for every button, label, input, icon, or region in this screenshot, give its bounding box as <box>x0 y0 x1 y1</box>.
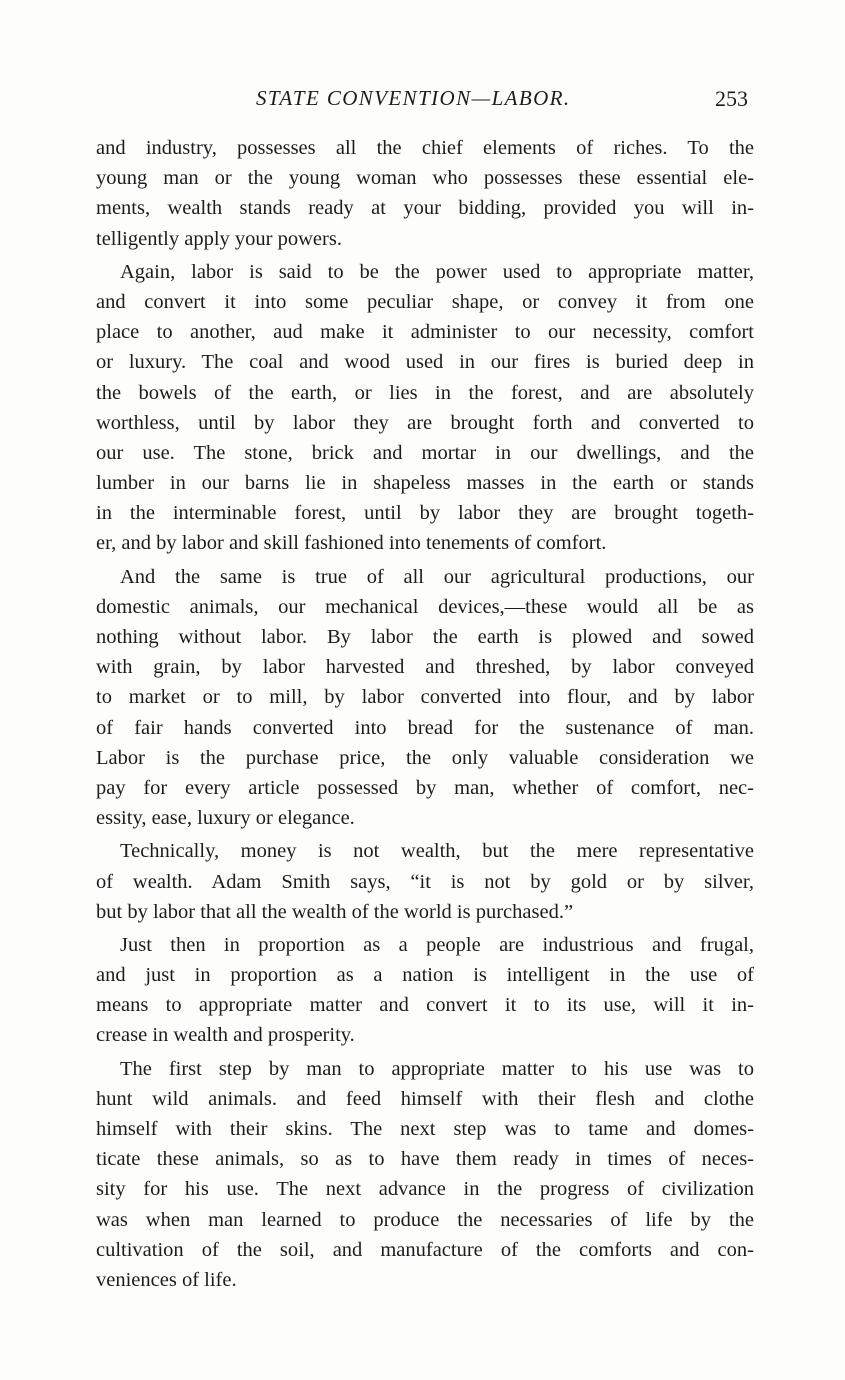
text-line: and industry, possesses all the chief elements of riches. To the <box>96 137 754 159</box>
paragraph-5 <box>96 930 754 1051</box>
text-line: crease in wealth and prosperity. <box>96 1024 355 1047</box>
text-line: our use. The stone, brick and mortar in our dwellings, and the <box>96 441 754 464</box>
text-line: lumber in our barns lie in shapeless masses in the earth or stands <box>96 472 754 495</box>
text-line: pay for every article possessed by man, whether of comfort, nec- <box>96 776 754 799</box>
text-line: nothing without labor. By labor the earth is plowed and sowed <box>96 626 754 648</box>
text-line: sity for his use. The next advance in the progress of civilization <box>96 1178 754 1201</box>
running-header <box>96 86 756 116</box>
text-line: domestic animals, our mechanical devices,—these would all be as <box>96 595 754 618</box>
paragraph-4 <box>96 836 754 927</box>
text-line: and just in proportion as a nation is intelligent in the use of <box>96 964 754 987</box>
paragraph-1 <box>96 133 754 254</box>
text-line: was when man learned to produce the necessaries of life by the <box>96 1208 754 1231</box>
text-line: essity, ease, luxury or elegance. <box>96 807 355 830</box>
text-line: to market or to mill, by labor converted into flour, and by labor <box>96 686 754 709</box>
text-line: and convert it into some peculiar shape, or convey it from one <box>96 290 754 313</box>
text-line: young man or the young woman who possesses these essential ele- <box>96 167 754 190</box>
text-line: hunt wild animals. and feed himself with their flesh and clothe <box>96 1087 754 1110</box>
text-line: but by labor that all the wealth of the world is purchased.” <box>96 900 574 923</box>
text-line: Technically, money is not wealth, but the mere representative <box>120 840 754 863</box>
body-text <box>96 133 754 1298</box>
text-line: And the same is true of all our agricultural productions, our <box>120 565 754 588</box>
text-line: place to another, aud make it administer to our necessity, comfort <box>96 321 754 344</box>
text-line: or luxury. The coal and wood used in our fires is buried deep in <box>96 351 754 374</box>
text-line: of fair hands converted into bread for the sustenance of man. <box>96 716 754 739</box>
text-line: in the interminable forest, until by labor they are brought togeth- <box>96 502 754 525</box>
text-line: of wealth. Adam Smith says, “it is not by gold or by silver, <box>96 870 754 893</box>
paragraph-2 <box>96 257 754 559</box>
text-line: worthless, until by labor they are brought forth and converted to <box>96 411 754 434</box>
text-line: er, and by labor and skill fashioned into tenements of comfort. <box>96 532 607 555</box>
text-line: ticate these animals, so as to have them ready in times of neces- <box>96 1148 754 1171</box>
text-line: Again, labor is said to be the power used to appropriate matter, <box>120 260 754 283</box>
text-line: cultivation of the soil, and manufacture of the comforts and con- <box>96 1238 754 1261</box>
text-line: means to appropriate matter and convert it to its use, will it in- <box>96 994 754 1017</box>
page-number: 253 <box>715 86 748 111</box>
text-line: ments, wealth stands ready at your bidding, provided you will in- <box>96 197 754 220</box>
paragraph-3 <box>96 562 754 834</box>
text-line: with grain, by labor harvested and threshed, by labor conveyed <box>96 656 754 679</box>
text-line: The first step by man to appropriate matter to his use was to <box>120 1057 754 1080</box>
text-line: the bowels of the earth, or lies in the forest, and are absolutely <box>96 381 754 404</box>
text-line: veniences of life. <box>96 1268 237 1291</box>
paragraph-6 <box>96 1054 754 1296</box>
text-line: Labor is the purchase price, the only valuable consideration we <box>96 746 754 769</box>
text-line: himself with their skins. The next step was to tame and domes- <box>96 1118 754 1140</box>
text-line: Just then in proportion as a people are industrious and frugal, <box>120 933 754 956</box>
text-line: telligently apply your powers. <box>96 227 342 250</box>
running-title: STATE CONVENTION—LABOR. <box>256 86 571 110</box>
